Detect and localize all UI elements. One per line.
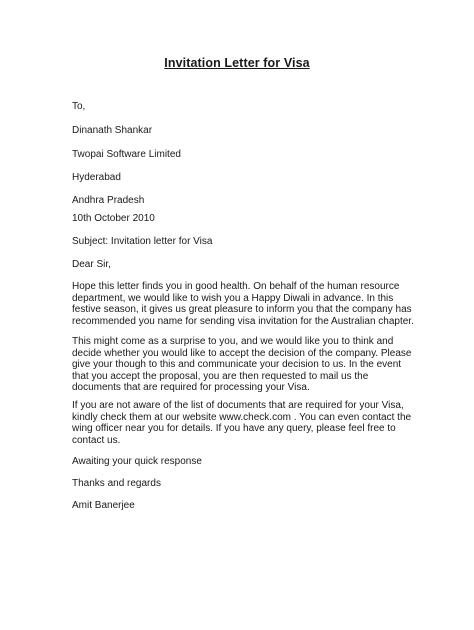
letter-title: Invitation Letter for Visa [164, 56, 310, 70]
paragraph-2-line: This might come as a surprise to you, and we would like you to think and [72, 336, 394, 347]
paragraph-1-line: festive season, it gives us great pleasure to inform you that the company has [72, 304, 412, 316]
salutation: Dear Sir, [72, 259, 111, 270]
awaiting-line: Awaiting your quick response [72, 456, 202, 467]
paragraph-3-line: kindly check them at our website www.check.com . You can even contact the [72, 411, 412, 423]
paragraph-2-line: documents that are required for processing your Visa. [72, 382, 310, 394]
recipient-name: Dinanath Shankar [72, 125, 153, 136]
paragraph-2-line: decide whether you would like to accept the decision of the company. Please [72, 347, 412, 359]
paragraph-2 [72, 336, 412, 394]
paragraph-1-line: Hope this letter finds you in good health. On behalf of the human resource [72, 281, 400, 292]
to-line: To, [72, 101, 86, 112]
recipient-company: Twopai Software Limited [72, 149, 181, 160]
paragraph-1-line: department, we would like to wish you a Happy Diwali in advance. In this [72, 292, 394, 304]
recipient-city: Hyderabad [72, 172, 121, 183]
recipient-state: Andhra Pradesh [72, 195, 145, 206]
closing-line: Thanks and regards [72, 478, 161, 489]
paragraph-3-line: If you are not aware of the list of documents that are required for your Visa, [72, 400, 404, 411]
signature-name: Amit Banerjee [72, 500, 135, 511]
paragraph-1 [72, 281, 414, 327]
paragraph-3-line: wing officer near you for details. If you have any query, please feel free to [72, 423, 396, 435]
paragraph-3 [72, 400, 412, 446]
letter-date: 10th October 2010 [72, 213, 155, 224]
letter-subject: Subject: Invitation letter for Visa [72, 236, 213, 247]
paragraph-3-line: contact us. [72, 434, 121, 446]
paragraph-2-line: that you accept the proposal, you are then requested to mail us the [72, 370, 369, 382]
paragraph-1-line: recommended you name for sending visa invitation for the Australian chapter. [72, 315, 414, 327]
paragraph-2-line: give your though to this and communicate your decision to us. In the event [72, 359, 402, 371]
